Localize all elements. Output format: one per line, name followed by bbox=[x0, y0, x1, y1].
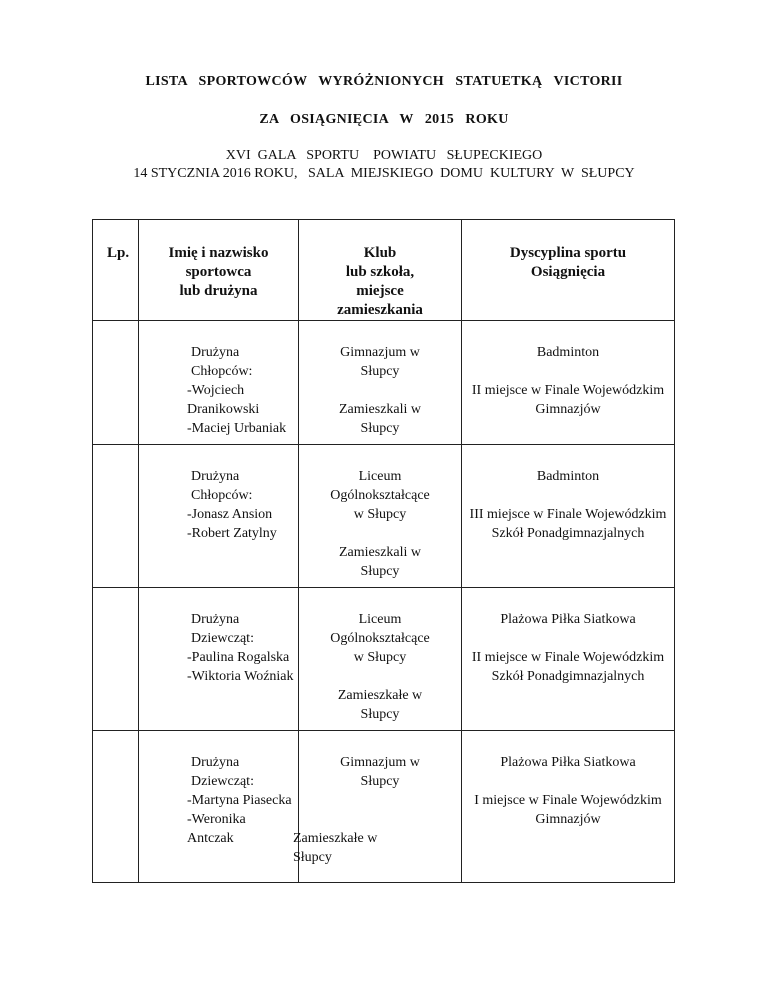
header-lp: Lp. bbox=[93, 220, 139, 321]
row-lp bbox=[93, 321, 139, 445]
athletes-table bbox=[92, 219, 675, 883]
row-discipline: Plażowa Piłka Siatkowa II miejsce w Finale Wojewódzkim Szkół Ponadgimnazjalnych bbox=[462, 588, 675, 731]
row-club: Gimnazjum w Słupcy Zamieszkałe w Słupcy bbox=[299, 731, 462, 883]
row-lp bbox=[93, 445, 139, 588]
row-discipline: Plażowa Piłka Siatkowa I miejsce w Finale Wojewódzkim Gimnazjów bbox=[462, 731, 675, 883]
document-title-line-2: ZA OSIĄGNIĘCIA W 2015 ROKU bbox=[259, 112, 509, 127]
row-club: Liceum Ogólnokształcące w Słupcy Zamieszkali w Słupcy bbox=[299, 445, 462, 588]
document-title-line-1: LISTA SPORTOWCÓW WYRÓŻNIONYCH STATUETKĄ VICTORII bbox=[145, 74, 623, 89]
row-club: Gimnazjum w Słupcy Zamieszkali w Słupcy bbox=[299, 321, 462, 445]
date-venue-line: 14 STYCZNIA 2016 ROKU, SALA MIEJSKIEGO DOMU KULTURY W SŁUPCY bbox=[133, 166, 635, 181]
row-lp bbox=[93, 731, 139, 883]
table-row bbox=[93, 321, 675, 445]
table-row bbox=[93, 731, 675, 883]
row-members: Drużyna Dziewcząt: -Martyna Piasecka -Weronika Antczak bbox=[139, 731, 299, 883]
table-header-row bbox=[93, 220, 675, 321]
row-members: Drużyna Dziewcząt: -Paulina Rogalska -Wiktoria Woźniak bbox=[139, 588, 299, 731]
row-members: Drużyna Chłopców: -Wojciech Dranikowski -Maciej Urbaniak bbox=[139, 321, 299, 445]
row-club: Liceum Ogólnokształcące w Słupcy Zamieszkałe w Słupcy bbox=[299, 588, 462, 731]
row-lp bbox=[93, 588, 139, 731]
table-row bbox=[93, 445, 675, 588]
header-club: Klub lub szkoła, miejsce zamieszkania bbox=[299, 220, 462, 321]
header-name: Imię i nazwisko sportowca lub drużyna bbox=[139, 220, 299, 321]
row-members: Drużyna Chłopców: -Jonasz Ansion -Robert Zatylny bbox=[139, 445, 299, 588]
row-discipline: Badminton III miejsce w Finale Wojewódzkim Szkół Ponadgimnazjalnych bbox=[462, 445, 675, 588]
row-discipline: Badminton II miejsce w Finale Wojewódzkim Gimnazjów bbox=[462, 321, 675, 445]
table-row bbox=[93, 588, 675, 731]
event-line: XVI GALA SPORTU POWIATU SŁUPECKIEGO bbox=[225, 148, 543, 163]
header-discipline: Dyscyplina sportu Osiągnięcia bbox=[462, 220, 675, 321]
